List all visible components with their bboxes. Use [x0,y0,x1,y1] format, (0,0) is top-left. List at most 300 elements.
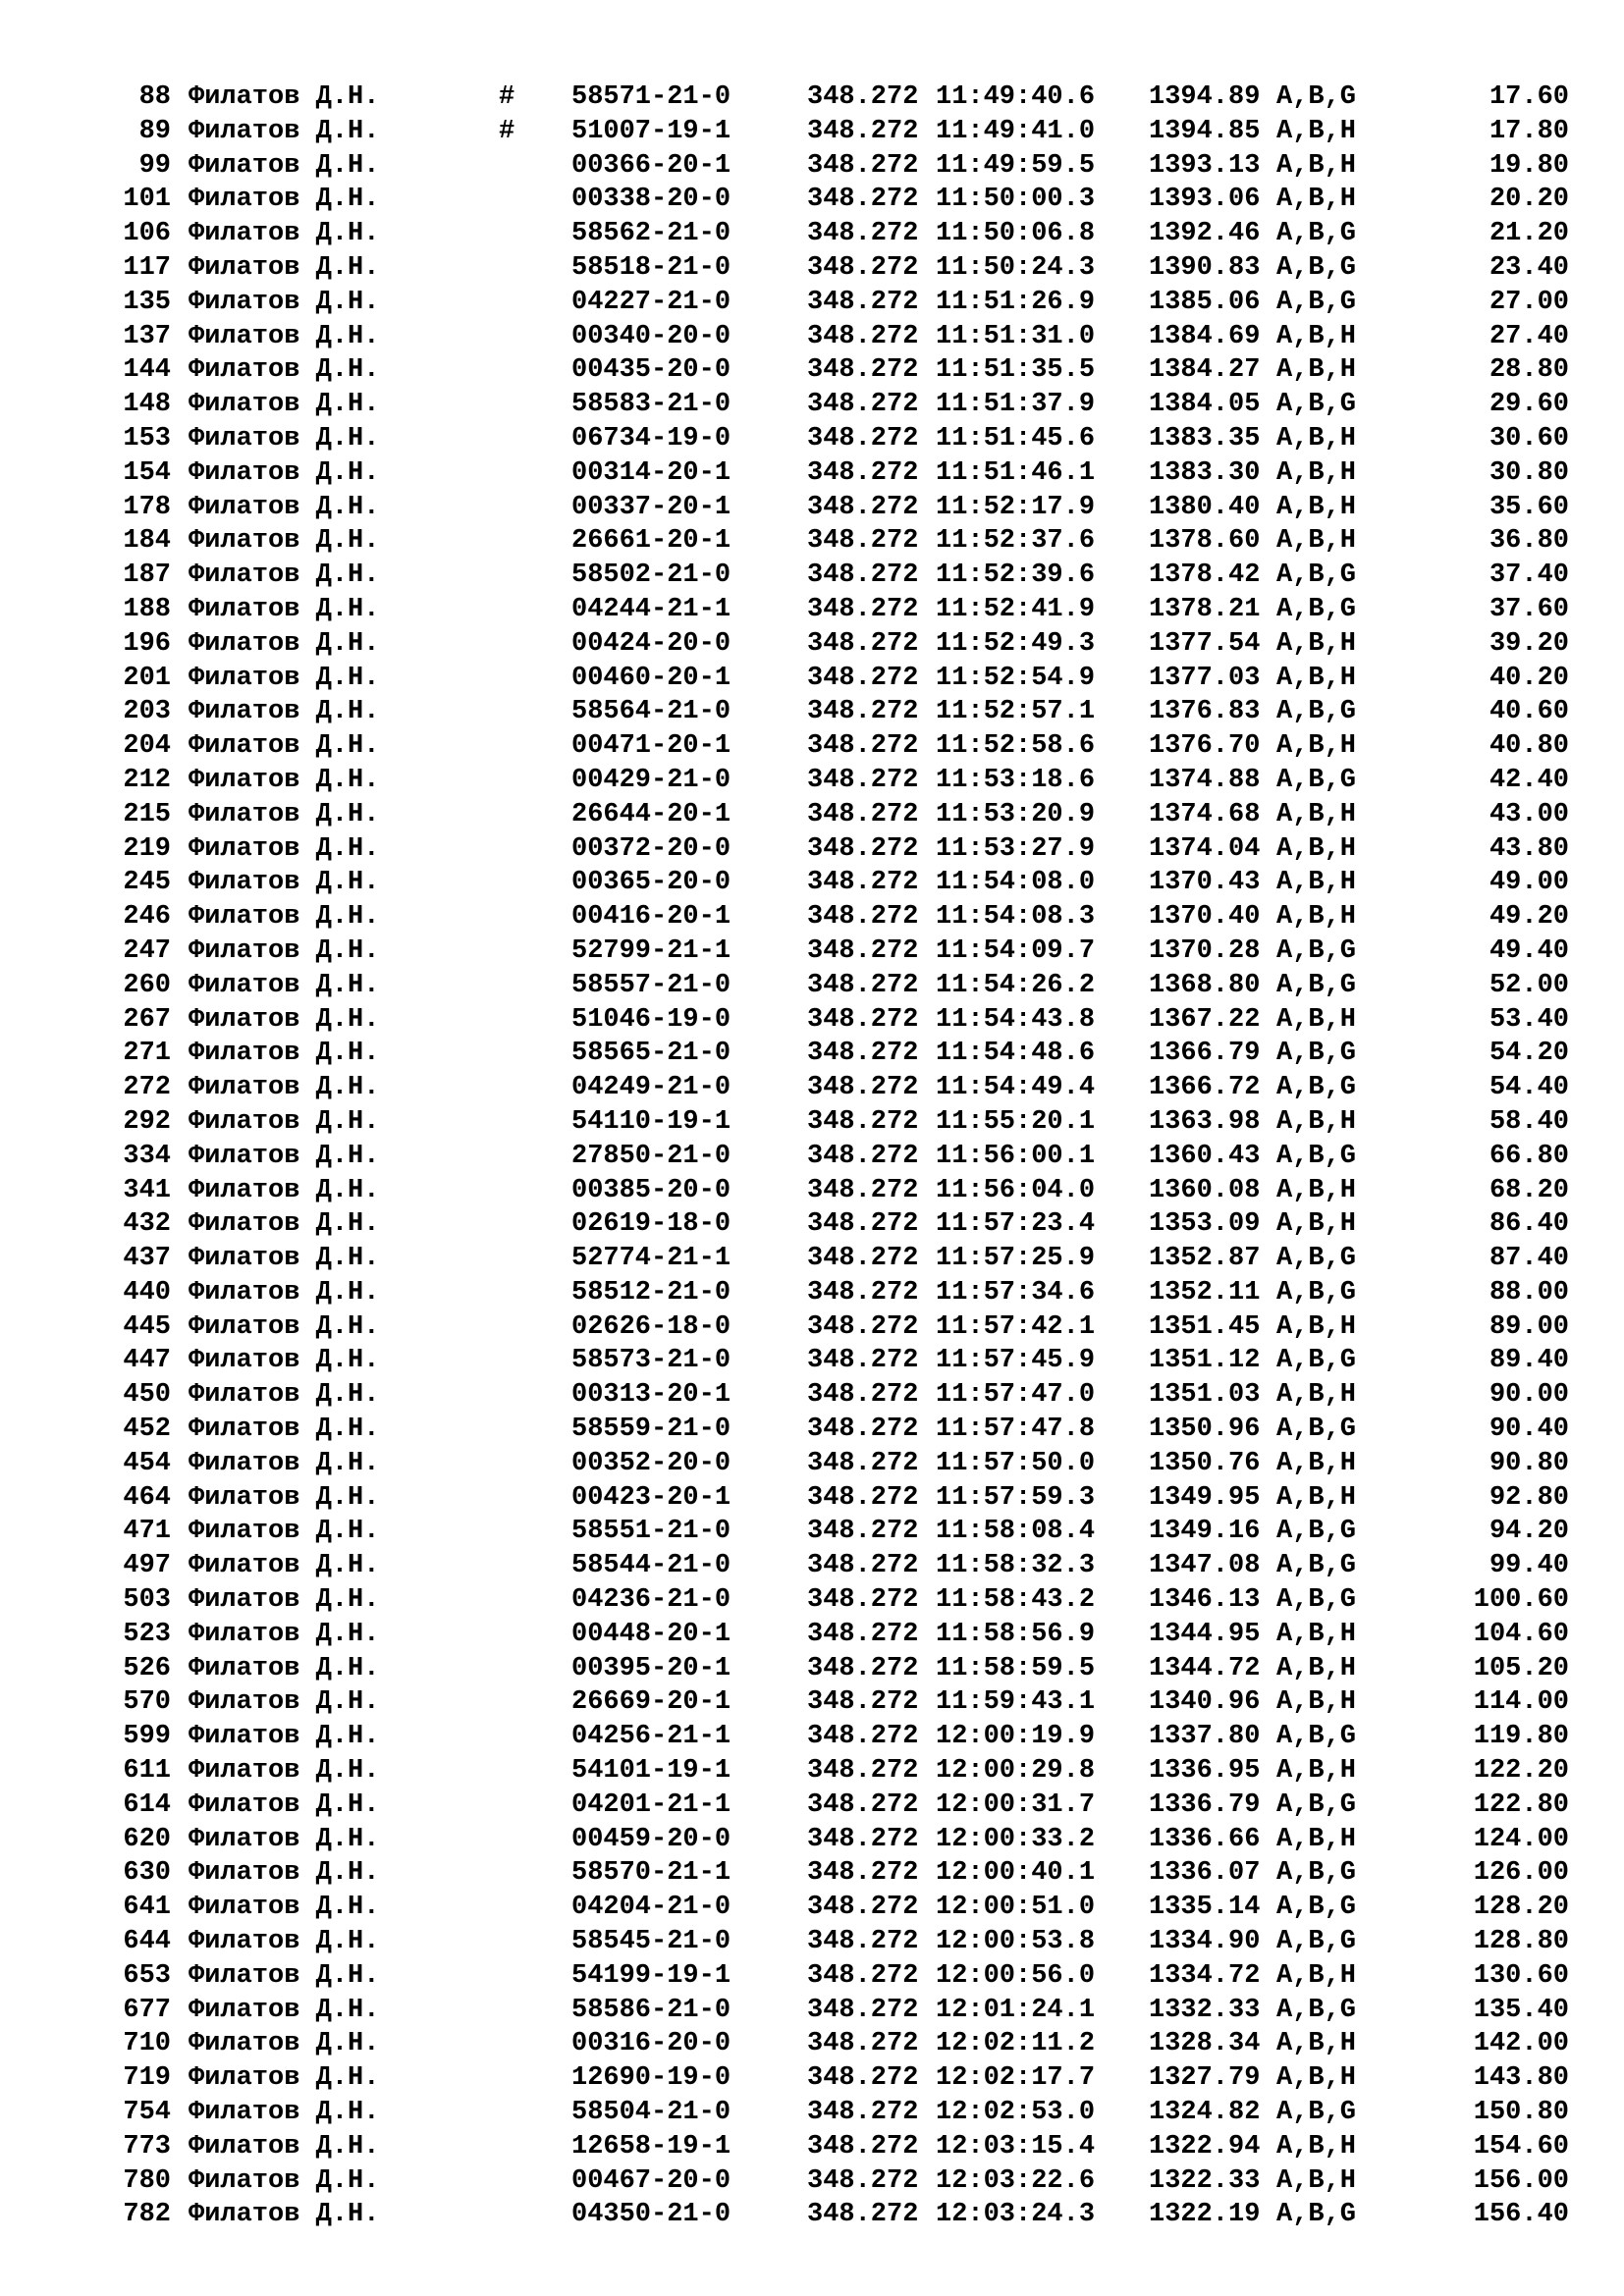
table-row [0,353,1624,388]
place-cell: 432 [123,1209,171,1240]
place-cell: 677 [123,1995,171,2025]
place-cell: 196 [123,628,171,659]
arrival-time-cell: 11:51:45.6 [936,423,1096,454]
points-cell: 130.60 [1473,1960,1569,1991]
place-cell: 101 [123,185,171,215]
mark-cell: # [499,82,515,112]
ring-number-cell: 00471-20-1 [571,731,731,762]
category-cell: A,B,H [1276,628,1357,659]
category-cell: A,B,H [1276,1824,1357,1854]
place-cell: 599 [123,1722,171,1752]
arrival-time-cell: 11:54:49.4 [936,1073,1096,1103]
speed-cell: 1378.21 [1149,594,1261,624]
place-cell: 450 [123,1380,171,1411]
arrival-time-cell: 12:00:19.9 [936,1722,1096,1752]
points-cell: 54.40 [1489,1073,1569,1103]
place-cell: 246 [123,902,171,933]
category-cell: A,B,G [1276,1141,1357,1171]
place-cell: 178 [123,492,171,522]
points-cell: 135.40 [1473,1995,1569,2025]
fancier-name-cell: Филатов Д.Н. [189,390,380,420]
table-row [0,1174,1624,1208]
fancier-name-cell: Филатов Д.Н. [189,594,380,624]
distance-cell: 348.272 [807,1687,919,1718]
points-cell: 49.40 [1489,935,1569,966]
table-row [0,1071,1624,1105]
distance-cell: 348.272 [807,2029,919,2059]
speed-cell: 1360.43 [1149,1141,1261,1171]
fancier-name-cell: Филатов Д.Н. [189,287,380,317]
speed-cell: 1370.40 [1149,902,1261,933]
category-cell: A,B,G [1276,1073,1357,1103]
arrival-time-cell: 12:00:40.1 [936,1858,1096,1889]
category-cell: A,B,H [1276,1004,1357,1035]
place-cell: 203 [123,697,171,727]
distance-cell: 348.272 [807,2131,919,2162]
place-cell: 153 [123,423,171,454]
arrival-time-cell: 12:00:53.8 [936,1927,1096,1957]
place-cell: 260 [123,970,171,1000]
arrival-time-cell: 12:00:33.2 [936,1824,1096,1854]
category-cell: A,B,H [1276,1756,1357,1787]
points-cell: 90.40 [1489,1415,1569,1445]
arrival-time-cell: 11:50:00.3 [936,185,1096,215]
distance-cell: 348.272 [807,492,919,522]
category-cell: A,B,H [1276,2165,1357,2196]
place-cell: 526 [123,1653,171,1683]
category-cell: A,B,G [1276,219,1357,249]
ring-number-cell: 58564-21-0 [571,697,731,727]
distance-cell: 348.272 [807,1004,919,1035]
arrival-time-cell: 11:52:58.6 [936,731,1096,762]
ring-number-cell: 00416-20-1 [571,902,731,933]
ring-number-cell: 00340-20-0 [571,321,731,351]
arrival-time-cell: 12:02:11.2 [936,2029,1096,2059]
ring-number-cell: 04204-21-0 [571,1893,731,1923]
arrival-time-cell: 11:51:37.9 [936,390,1096,420]
category-cell: A,B,H [1276,1960,1357,1991]
category-cell: A,B,G [1276,1517,1357,1547]
speed-cell: 1376.83 [1149,697,1261,727]
fancier-name-cell: Филатов Д.Н. [189,1756,380,1787]
distance-cell: 348.272 [807,2165,919,2196]
ring-number-cell: 00366-20-1 [571,150,731,181]
speed-cell: 1370.43 [1149,868,1261,898]
points-cell: 42.40 [1489,765,1569,795]
table-row [0,183,1624,217]
table-row [0,1140,1624,1174]
ring-number-cell: 00352-20-0 [571,1448,731,1478]
table-row [0,491,1624,525]
distance-cell: 348.272 [807,423,919,454]
category-cell: A,B,H [1276,116,1357,146]
points-cell: 89.40 [1489,1346,1569,1376]
ring-number-cell: 52799-21-1 [571,935,731,966]
arrival-time-cell: 11:53:20.9 [936,799,1096,829]
fancier-name-cell: Филатов Д.Н. [189,833,380,864]
ring-number-cell: 26669-20-1 [571,1687,731,1718]
ring-number-cell: 52774-21-1 [571,1244,731,1274]
fancier-name-cell: Филатов Д.Н. [189,1789,380,1820]
table-row [0,1481,1624,1516]
fancier-name-cell: Филатов Д.Н. [189,1311,380,1342]
distance-cell: 348.272 [807,82,919,112]
points-cell: 28.80 [1489,355,1569,386]
speed-cell: 1366.72 [1149,1073,1261,1103]
speed-cell: 1377.03 [1149,663,1261,693]
ring-number-cell: 00423-20-1 [571,1482,731,1513]
distance-cell: 348.272 [807,1722,919,1752]
points-cell: 142.00 [1473,2029,1569,2059]
ring-number-cell: 58562-21-0 [571,219,731,249]
points-cell: 156.40 [1473,2200,1569,2230]
ring-number-cell: 58545-21-0 [571,1927,731,1957]
place-cell: 272 [123,1073,171,1103]
table-row [0,593,1624,627]
table-row [0,1242,1624,1276]
category-cell: A,B,G [1276,287,1357,317]
place-cell: 773 [123,2131,171,2162]
fancier-name-cell: Филатов Д.Н. [189,1448,380,1478]
speed-cell: 1353.09 [1149,1209,1261,1240]
ring-number-cell: 27850-21-0 [571,1141,731,1171]
place-cell: 99 [138,150,171,181]
category-cell: A,B,H [1276,1175,1357,1205]
speed-cell: 1352.11 [1149,1277,1261,1308]
distance-cell: 348.272 [807,561,919,591]
speed-cell: 1351.03 [1149,1380,1261,1411]
place-cell: 201 [123,663,171,693]
speed-cell: 1350.76 [1149,1448,1261,1478]
category-cell: A,B,G [1276,1893,1357,1923]
category-cell: A,B,H [1276,185,1357,215]
place-cell: 719 [123,2063,171,2094]
distance-cell: 348.272 [807,1619,919,1649]
fancier-name-cell: Филатов Д.Н. [189,2200,380,2230]
speed-cell: 1360.08 [1149,1175,1261,1205]
fancier-name-cell: Филатов Д.Н. [189,1824,380,1854]
ring-number-cell: 02626-18-0 [571,1311,731,1342]
table-row [0,1105,1624,1140]
distance-cell: 348.272 [807,2063,919,2094]
points-cell: 124.00 [1473,1824,1569,1854]
fancier-name-cell: Филатов Д.Н. [189,1893,380,1923]
category-cell: A,B,G [1276,1995,1357,2025]
place-cell: 271 [123,1039,171,1069]
mark-cell: # [499,116,515,146]
points-cell: 20.20 [1489,185,1569,215]
place-cell: 440 [123,1277,171,1308]
ring-number-cell: 04201-21-1 [571,1789,731,1820]
category-cell: A,B,H [1276,321,1357,351]
arrival-time-cell: 11:58:43.2 [936,1585,1096,1616]
arrival-time-cell: 12:01:24.1 [936,1995,1096,2025]
distance-cell: 348.272 [807,1551,919,1581]
fancier-name-cell: Филатов Д.Н. [189,1619,380,1649]
category-cell: A,B,H [1276,2029,1357,2059]
category-cell: A,B,H [1276,1311,1357,1342]
arrival-time-cell: 11:57:23.4 [936,1209,1096,1240]
speed-cell: 1335.14 [1149,1893,1261,1923]
points-cell: 40.60 [1489,697,1569,727]
points-cell: 150.80 [1473,2098,1569,2128]
points-cell: 37.60 [1489,594,1569,624]
category-cell: A,B,G [1276,2200,1357,2230]
speed-cell: 1344.72 [1149,1653,1261,1683]
place-cell: 452 [123,1415,171,1445]
points-cell: 58.40 [1489,1106,1569,1137]
arrival-time-cell: 11:56:04.0 [936,1175,1096,1205]
ring-number-cell: 00459-20-0 [571,1824,731,1854]
distance-cell: 348.272 [807,1244,919,1274]
category-cell: A,B,G [1276,1415,1357,1445]
distance-cell: 348.272 [807,970,919,1000]
ring-number-cell: 58570-21-1 [571,1858,731,1889]
distance-cell: 348.272 [807,1824,919,1854]
fancier-name-cell: Филатов Д.Н. [189,1277,380,1308]
place-cell: 144 [123,355,171,386]
arrival-time-cell: 11:56:00.1 [936,1141,1096,1171]
table-row [0,662,1624,696]
arrival-time-cell: 11:57:25.9 [936,1244,1096,1274]
ring-number-cell: 00314-20-1 [571,457,731,488]
place-cell: 341 [123,1175,171,1205]
category-cell: A,B,G [1276,1722,1357,1752]
arrival-time-cell: 11:52:41.9 [936,594,1096,624]
speed-cell: 1336.95 [1149,1756,1261,1787]
category-cell: A,B,H [1276,2131,1357,2162]
category-cell: A,B,H [1276,1687,1357,1718]
distance-cell: 348.272 [807,1141,919,1171]
fancier-name-cell: Филатов Д.Н. [189,1927,380,1957]
distance-cell: 348.272 [807,731,919,762]
place-cell: 653 [123,1960,171,1991]
category-cell: A,B,H [1276,1209,1357,1240]
table-row [0,422,1624,456]
table-row [0,2164,1624,2199]
category-cell: A,B,G [1276,1585,1357,1616]
category-cell: A,B,H [1276,663,1357,693]
points-cell: 54.20 [1489,1039,1569,1069]
points-cell: 100.60 [1473,1585,1569,1616]
speed-cell: 1334.90 [1149,1927,1261,1957]
category-cell: A,B,G [1276,1551,1357,1581]
arrival-time-cell: 11:51:31.0 [936,321,1096,351]
distance-cell: 348.272 [807,1482,919,1513]
fancier-name-cell: Филатов Д.Н. [189,219,380,249]
points-cell: 49.20 [1489,902,1569,933]
speed-cell: 1332.33 [1149,1995,1261,2025]
ring-number-cell: 00338-20-0 [571,185,731,215]
arrival-time-cell: 11:57:42.1 [936,1311,1096,1342]
distance-cell: 348.272 [807,390,919,420]
arrival-time-cell: 12:00:51.0 [936,1893,1096,1923]
place-cell: 117 [123,252,171,283]
distance-cell: 348.272 [807,321,919,351]
distance-cell: 348.272 [807,185,919,215]
category-cell: A,B,H [1276,833,1357,864]
arrival-time-cell: 11:54:43.8 [936,1004,1096,1035]
points-cell: 40.80 [1489,731,1569,762]
fancier-name-cell: Филатов Д.Н. [189,1722,380,1752]
table-row [0,798,1624,832]
speed-cell: 1346.13 [1149,1585,1261,1616]
distance-cell: 348.272 [807,1448,919,1478]
arrival-time-cell: 11:55:20.1 [936,1106,1096,1137]
fancier-name-cell: Филатов Д.Н. [189,423,380,454]
place-cell: 187 [123,561,171,591]
fancier-name-cell: Филатов Д.Н. [189,1517,380,1547]
category-cell: A,B,G [1276,252,1357,283]
points-cell: 122.20 [1473,1756,1569,1787]
points-cell: 92.80 [1489,1482,1569,1513]
distance-cell: 348.272 [807,663,919,693]
table-row [0,1003,1624,1038]
results-table [0,80,1624,2232]
speed-cell: 1347.08 [1149,1551,1261,1581]
points-cell: 94.20 [1489,1517,1569,1547]
category-cell: A,B,H [1276,1482,1357,1513]
points-cell: 105.20 [1473,1653,1569,1683]
distance-cell: 348.272 [807,935,919,966]
category-cell: A,B,G [1276,390,1357,420]
speed-cell: 1392.46 [1149,219,1261,249]
category-cell: A,B,H [1276,355,1357,386]
fancier-name-cell: Филатов Д.Н. [189,1209,380,1240]
arrival-time-cell: 11:57:59.3 [936,1482,1096,1513]
points-cell: 17.60 [1489,82,1569,112]
arrival-time-cell: 11:57:34.6 [936,1277,1096,1308]
table-row [0,2096,1624,2130]
speed-cell: 1328.34 [1149,2029,1261,2059]
ring-number-cell: 58504-21-0 [571,2098,731,2128]
points-cell: 87.40 [1489,1244,1569,1274]
speed-cell: 1344.95 [1149,1619,1261,1649]
category-cell: A,B,H [1276,1653,1357,1683]
points-cell: 53.40 [1489,1004,1569,1035]
table-row [0,1823,1624,1857]
fancier-name-cell: Филатов Д.Н. [189,628,380,659]
table-row [0,2027,1624,2061]
ring-number-cell: 58551-21-0 [571,1517,731,1547]
table-row [0,320,1624,354]
fancier-name-cell: Филатов Д.Н. [189,1175,380,1205]
ring-number-cell: 58518-21-0 [571,252,731,283]
speed-cell: 1337.80 [1149,1722,1261,1752]
speed-cell: 1351.12 [1149,1346,1261,1376]
ring-number-cell: 04227-21-0 [571,287,731,317]
ring-number-cell: 00460-20-1 [571,663,731,693]
category-cell: A,B,H [1276,423,1357,454]
points-cell: 86.40 [1489,1209,1569,1240]
speed-cell: 1376.70 [1149,731,1261,762]
fancier-name-cell: Филатов Д.Н. [189,1039,380,1069]
ring-number-cell: 00448-20-1 [571,1619,731,1649]
fancier-name-cell: Филатов Д.Н. [189,2029,380,2059]
fancier-name-cell: Филатов Д.Н. [189,765,380,795]
arrival-time-cell: 11:52:57.1 [936,697,1096,727]
arrival-time-cell: 11:57:47.0 [936,1380,1096,1411]
fancier-name-cell: Филатов Д.Н. [189,1073,380,1103]
place-cell: 267 [123,1004,171,1035]
arrival-time-cell: 12:03:24.3 [936,2200,1096,2230]
fancier-name-cell: Филатов Д.Н. [189,1482,380,1513]
arrival-time-cell: 12:00:29.8 [936,1756,1096,1787]
place-cell: 137 [123,321,171,351]
place-cell: 154 [123,457,171,488]
speed-cell: 1380.40 [1149,492,1261,522]
speed-cell: 1394.89 [1149,82,1261,112]
distance-cell: 348.272 [807,868,919,898]
table-row [0,1276,1624,1310]
category-cell: A,B,H [1276,457,1357,488]
table-row [0,1618,1624,1652]
arrival-time-cell: 11:54:26.2 [936,970,1096,1000]
distance-cell: 348.272 [807,697,919,727]
points-cell: 90.80 [1489,1448,1569,1478]
speed-cell: 1366.79 [1149,1039,1261,1069]
arrival-time-cell: 11:52:37.6 [936,526,1096,557]
table-row [0,1925,1624,1959]
speed-cell: 1336.79 [1149,1789,1261,1820]
points-cell: 119.80 [1473,1722,1569,1752]
place-cell: 219 [123,833,171,864]
speed-cell: 1322.33 [1149,2165,1261,2196]
place-cell: 754 [123,2098,171,2128]
distance-cell: 348.272 [807,833,919,864]
points-cell: 39.20 [1489,628,1569,659]
fancier-name-cell: Филатов Д.Н. [189,185,380,215]
ring-number-cell: 58502-21-0 [571,561,731,591]
arrival-time-cell: 11:52:49.3 [936,628,1096,659]
ring-number-cell: 58571-21-0 [571,82,731,112]
fancier-name-cell: Филатов Д.Н. [189,1687,380,1718]
arrival-time-cell: 11:58:56.9 [936,1619,1096,1649]
ring-number-cell: 00435-20-0 [571,355,731,386]
points-cell: 143.80 [1473,2063,1569,2094]
points-cell: 104.60 [1473,1619,1569,1649]
place-cell: 523 [123,1619,171,1649]
points-cell: 66.80 [1489,1141,1569,1171]
speed-cell: 1350.96 [1149,1415,1261,1445]
ring-number-cell: 00313-20-1 [571,1380,731,1411]
fancier-name-cell: Филатов Д.Н. [189,1106,380,1137]
distance-cell: 348.272 [807,1380,919,1411]
distance-cell: 348.272 [807,1311,919,1342]
place-cell: 89 [138,116,171,146]
category-cell: A,B,H [1276,868,1357,898]
category-cell: A,B,G [1276,1927,1357,1957]
arrival-time-cell: 11:51:26.9 [936,287,1096,317]
category-cell: A,B,G [1276,1244,1357,1274]
ring-number-cell: 04256-21-1 [571,1722,731,1752]
distance-cell: 348.272 [807,1346,919,1376]
table-row [0,1652,1624,1686]
table-row [0,1515,1624,1549]
table-row [0,934,1624,969]
ring-number-cell: 58559-21-0 [571,1415,731,1445]
distance-cell: 348.272 [807,1039,919,1069]
table-row [0,866,1624,900]
table-row [0,388,1624,422]
arrival-time-cell: 11:57:50.0 [936,1448,1096,1478]
arrival-time-cell: 11:50:24.3 [936,252,1096,283]
points-cell: 30.80 [1489,457,1569,488]
place-cell: 471 [123,1517,171,1547]
fancier-name-cell: Филатов Д.Н. [189,2098,380,2128]
fancier-name-cell: Филатов Д.Н. [189,561,380,591]
table-row [0,217,1624,251]
